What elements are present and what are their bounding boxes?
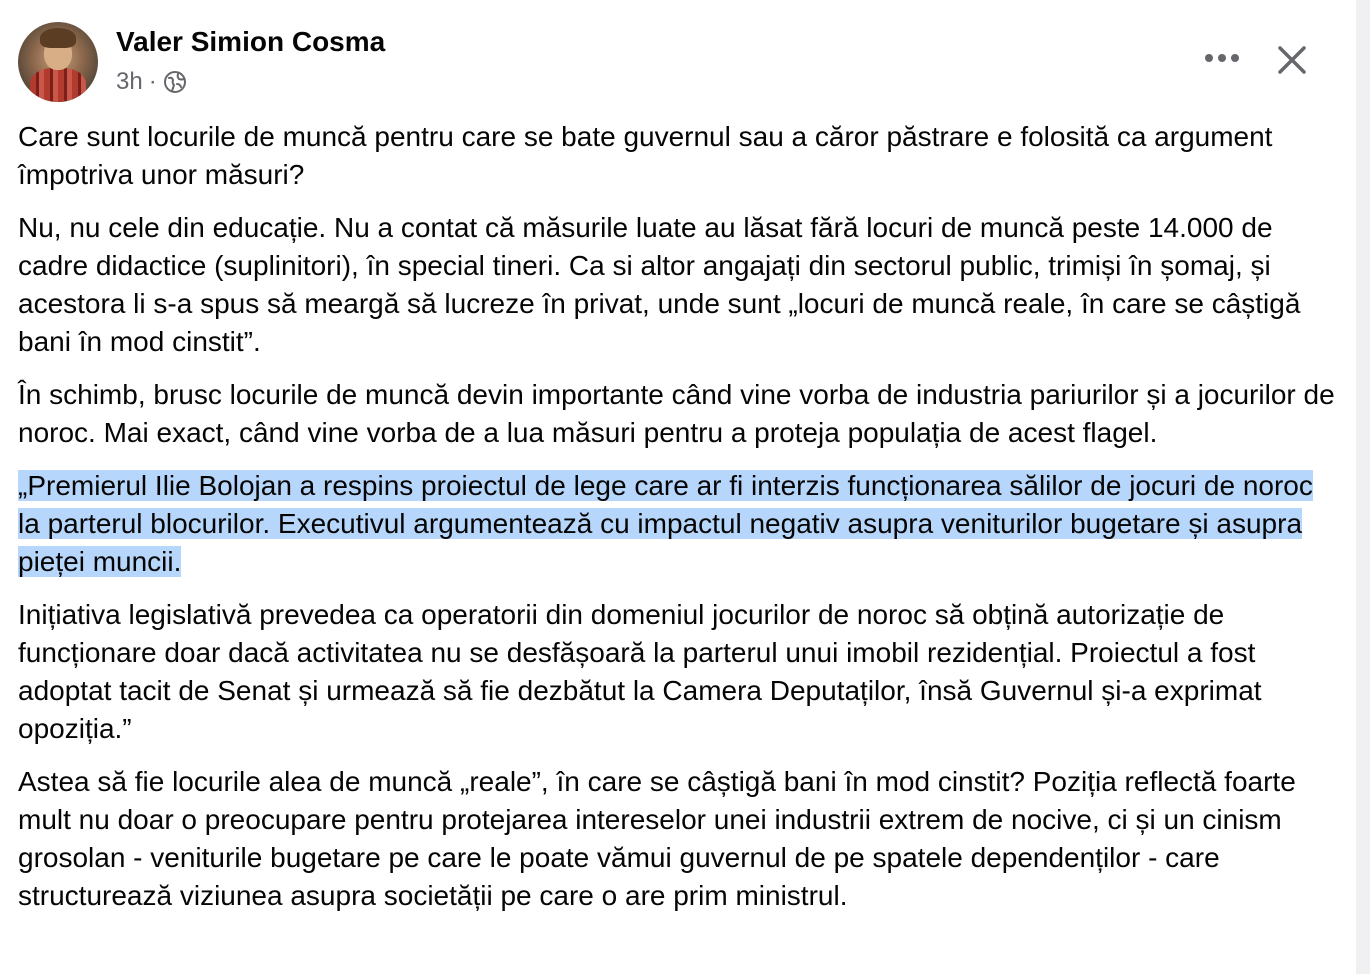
avatar-hair (40, 28, 76, 48)
close-icon[interactable] (1272, 40, 1312, 80)
paragraph-text: Nu, nu cele din educație. Nu a contat că măsurile luate au lăsat fără locuri de muncă peste 14.000 de cadre didactice (suplinitori), în special tineri. Ca si altor angajați din sectorul public, trimiși în șomaj, și acestora li s-a spus să meargă să lucreze în privat, unde sunt „locuri de muncă reale, în care se câștigă bani în mod cinstit”. (18, 212, 1301, 357)
paragraph-text: În schimb, brusc locurile de muncă devin importante când vine vorba de industria pariurilor și a jocurilor de noroc. Mai exact, când vine vorba de a lua măsuri pentru a proteja populația de acest flagel. (18, 379, 1335, 448)
post-paragraph-highlighted (18, 467, 1338, 581)
post-paragraph (18, 209, 1338, 361)
more-dot (1231, 54, 1239, 62)
post-paragraph (18, 596, 1338, 748)
post-paragraph (18, 763, 1338, 915)
post-body (18, 118, 1338, 930)
paragraph-text: Astea să fie locurile alea de muncă „reale”, în care se câștigă bani în mod cinstit? Poziția reflectă foarte mult nu doar o preocupare pentru protejarea intereselor unei industrii extrem de nocive, ci și un cinism grosolan - veniturile bugetare pe care le poate vămui guvernul de pe spatele dependenților - care structurează viziunea asupra societății pe care o are prim ministrul. (18, 766, 1296, 911)
avatar-shirt (30, 68, 86, 102)
meta-separator: · (148, 68, 157, 95)
author-name[interactable]: Valer Simion Cosma (116, 26, 386, 57)
post-timestamp[interactable]: 3h (116, 68, 143, 95)
scrollbar-track[interactable] (1356, 0, 1370, 974)
post-paragraph (18, 376, 1338, 452)
more-dot (1205, 54, 1213, 62)
post-meta (116, 68, 187, 96)
globe-icon[interactable] (163, 70, 187, 94)
more-options-icon[interactable] (1202, 46, 1242, 70)
post-paragraph (18, 118, 1338, 194)
more-dot (1218, 54, 1226, 62)
paragraph-text: Inițiativa legislativă prevedea ca operatorii din domeniul jocurilor de noroc să obțină autorizație de funcționare doar dacă activitatea nu se desfășoară la parterul unui imobil rezidențial. Proiectul a fost adoptat tacit de Senat și urmează să fie dezbătut la Camera Deputaților, însă Guvernul și-a exprimat opoziția.” (18, 599, 1262, 744)
post-header (18, 22, 1338, 104)
selected-text[interactable]: „Premierul Ilie Bolojan a respins proiectul de lege care ar fi interzis funcționarea sălilor de jocuri de noroc la parterul blocurilor. Executivul argumentează cu impactul negativ asupra veniturilor bugetare și asupra pieței muncii. (18, 470, 1313, 577)
paragraph-text: Care sunt locurile de muncă pentru care se bate guvernul sau a căror păstrare e folosită ca argument împotriva unor măsuri? (18, 121, 1273, 190)
avatar[interactable] (18, 22, 98, 102)
